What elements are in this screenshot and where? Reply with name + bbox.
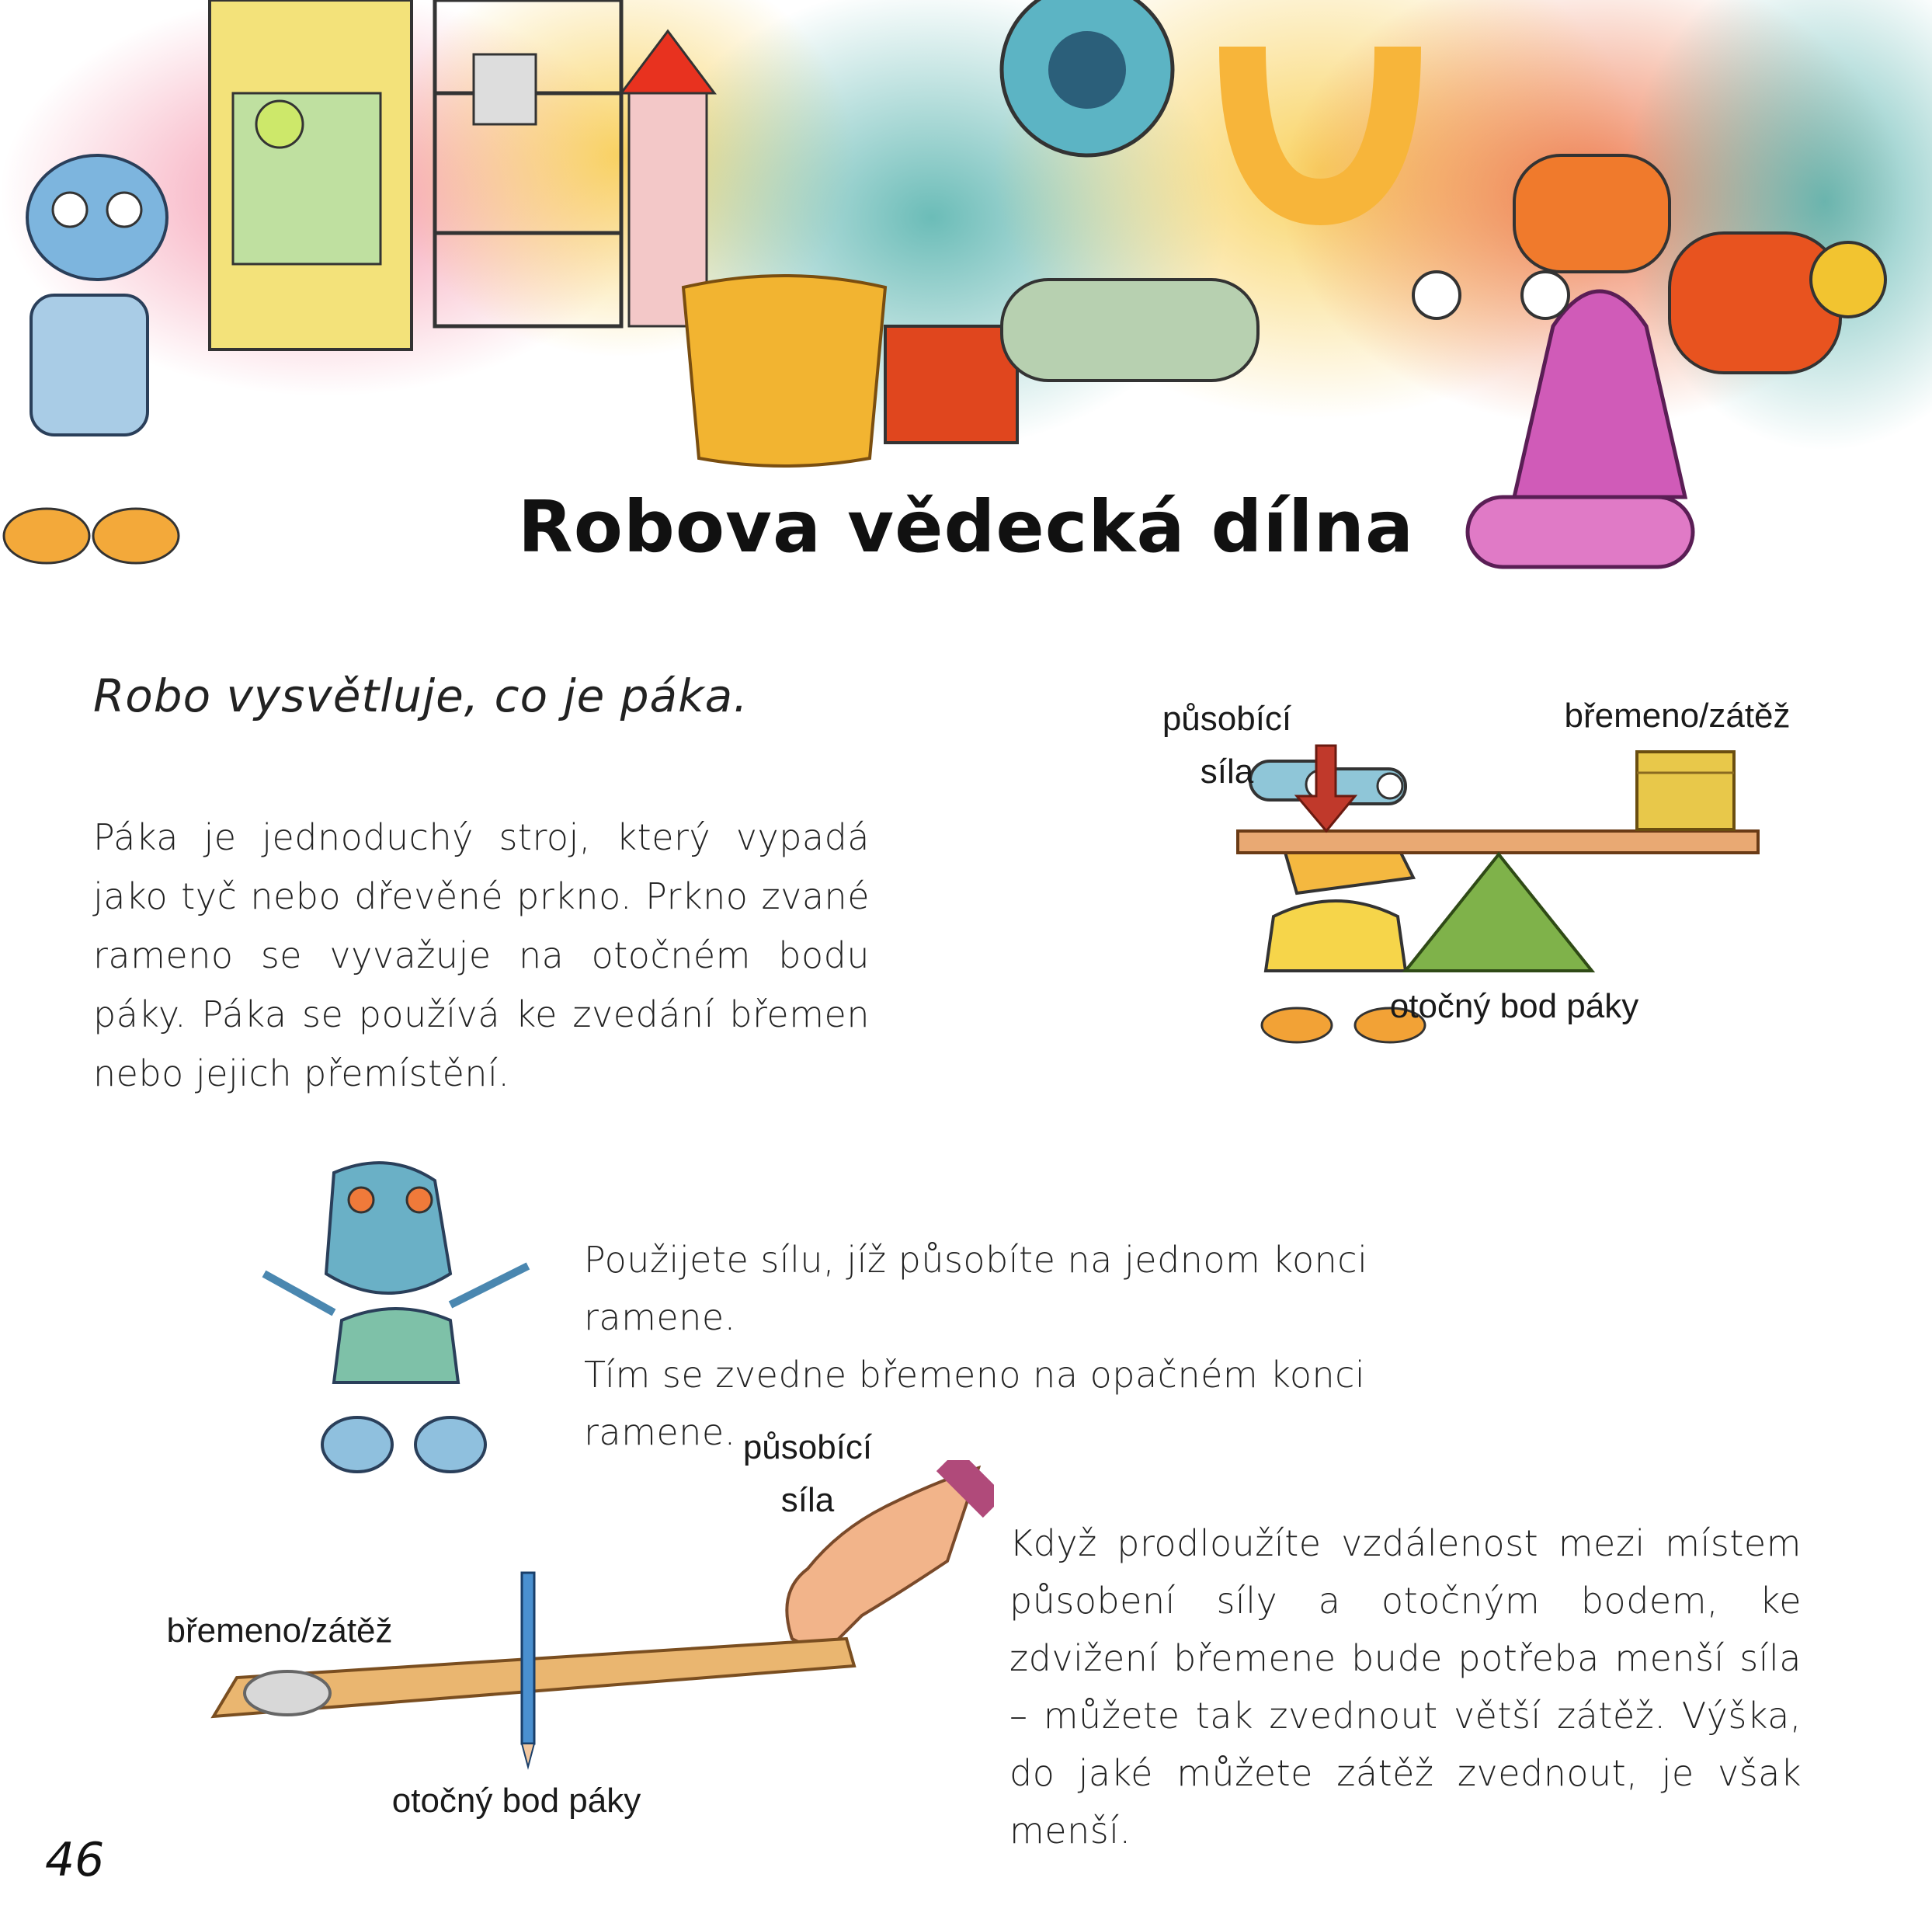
coin-load (245, 1671, 330, 1715)
bottom-load-label: břemeno/zátěž (166, 1612, 393, 1650)
pencil-fulcrum (522, 1573, 534, 1744)
bottom-force-label: působící síla (742, 1428, 873, 1519)
lever-diagram-top (1227, 730, 1770, 986)
bottom-fulcrum-label: otočný bod páky (391, 1782, 641, 1820)
force-paragraph: Použijete sílu, jíž působíte na jednom konci ramene. Tím se zvedne břemeno na opačném konci ramene. (584, 1239, 1368, 1453)
lever-plank (1238, 831, 1758, 853)
top-force-label: působící síla (1162, 700, 1292, 791)
top-load-label: břemeno/zátěž (1564, 697, 1791, 735)
force-arrow (1297, 746, 1355, 831)
load-box (1637, 752, 1734, 829)
page-title: Robova vědecká dílna (517, 485, 1415, 569)
robot-blue-illustration (233, 1157, 544, 1483)
page-subtitle: Robo vysvětluje, co je páka. (93, 669, 749, 722)
fulcrum-triangle (1406, 854, 1592, 971)
intro-paragraph: Páka je jednoduchý stroj, který vypadá jako tyč nebo dřevěné prkno. Prkno zvané rameno se vyvažuje na otočném bodu páky. Páka se používá ke zvedání břemen nebo jejich přemístění. (93, 816, 870, 1094)
leverage-paragraph: Když prodloužíte vzdálenost mezi místem působení síly a otočným bodem, ke zdvižení břemene bude potřeba menší síla – můžete tak zvednout větší zátěž. Výška, do jaké můžete zátěž zvednout, je však menší. (1009, 1522, 1802, 1852)
top-fulcrum-label: otočný bod páky (1389, 987, 1639, 1025)
page-number: 46 (45, 1833, 105, 1887)
